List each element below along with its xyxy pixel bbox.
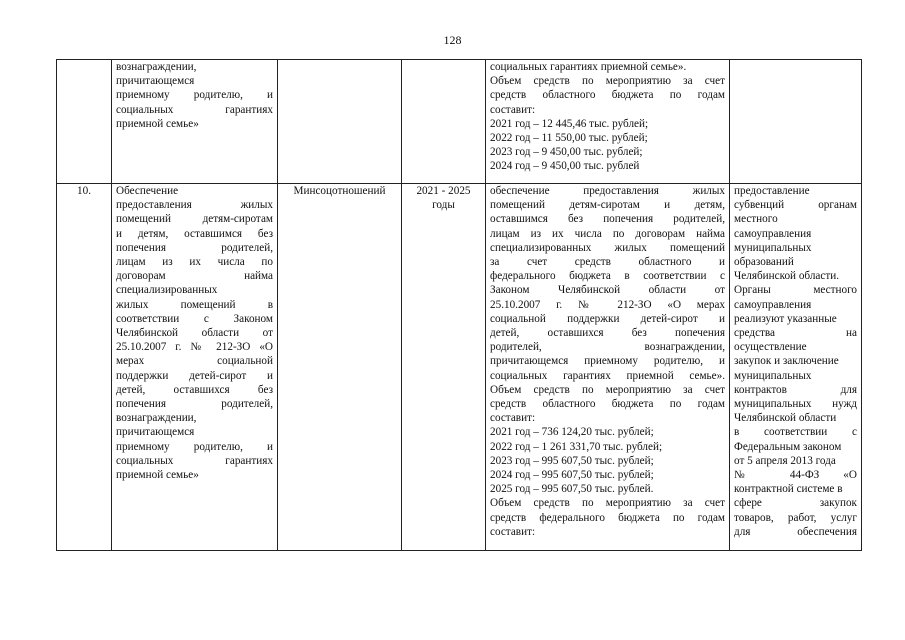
text-line: поддержки детей-сирот и (116, 369, 273, 382)
text-line: лицам из их числа по (116, 256, 273, 269)
text-line: Челябинской области от (116, 327, 273, 340)
text-line: Объем средств по мероприятию за счет (490, 383, 725, 396)
text-line: самоуправления (734, 298, 812, 311)
text-line: 25.10.2007 г. № 212-ЗО «О (116, 341, 273, 354)
text-line: муниципальных (734, 241, 812, 254)
cell-measure-name (112, 60, 278, 184)
text-line: помещений детям-сиротам и детям, (490, 199, 725, 212)
text-line: 25.10.2007 г. № 212-ЗО «О мерах (490, 298, 725, 311)
text-line: лицам из их числа по договорам найма (490, 227, 725, 240)
text-line: субвенций органам (734, 199, 857, 212)
text-line: 2022 год – 1 261 331,70 тыс. рублей; (490, 440, 663, 453)
text-line: 2022 год – 11 550,00 тыс. рублей; (490, 132, 648, 145)
text-line: самоуправления (734, 227, 812, 240)
text-line: федерального бюджета в соответствии с (490, 270, 725, 283)
text-line: составит: (490, 412, 536, 425)
text-line: 2023 год – 9 450,00 тыс. рублей; (490, 146, 643, 159)
text-line: Органы местного (734, 284, 857, 297)
text-line: договорам найма (116, 270, 273, 283)
text-line: средств областного бюджета по годам (490, 398, 725, 411)
text-line: в соответствии с (734, 426, 857, 439)
text-line: 2024 год – 9 450,00 тыс. рублей (490, 160, 640, 173)
text-line: образований (734, 256, 794, 269)
text-line: обеспечение предоставления жилых (490, 185, 725, 197)
cell-period (402, 60, 486, 184)
text-line: Объем средств по мероприятию за счет (490, 497, 725, 510)
text-line: составит: (490, 525, 536, 538)
text-line: оставшимся без попечения родителей, (490, 213, 725, 226)
text-line: социальных гарантиях приемной семье». (490, 61, 687, 73)
text-line: причитающемся (116, 426, 195, 439)
text-line: составит: (490, 103, 536, 116)
text-line: социальных гарантиях приемной семье». (490, 369, 725, 382)
text-line: закупок и заключение (734, 355, 839, 368)
cell-executor (278, 60, 402, 184)
text-line: родителей, вознаграждении, (490, 341, 725, 354)
cell-mechanism (730, 184, 862, 551)
text-line: 2025 год – 995 607,50 тыс. рублей. (490, 483, 654, 496)
cell-measure-name (112, 184, 278, 551)
text-line: жилых помещений в (116, 298, 273, 311)
text-line: средств областного бюджета по годам (490, 89, 725, 102)
text-line: помещений детям-сиротам (116, 213, 273, 226)
text-line: попечения родителей, (116, 398, 273, 411)
text-line: реализуют указанные (734, 312, 837, 325)
text-line: Обеспечение (116, 185, 179, 197)
text-line: для обеспечения (734, 525, 857, 538)
text-line: контрактной системе в (734, 483, 843, 496)
text-line: социальной поддержки детей-сирот и (490, 312, 725, 325)
text-line: средств федерального бюджета по годам (490, 511, 725, 524)
text-line: приемной семье» (116, 469, 199, 482)
text-line: сфере закупок (734, 497, 857, 510)
program-table (56, 59, 862, 551)
cell-content (486, 60, 730, 184)
text-line: вознаграждении, (116, 412, 197, 425)
text-line: средства на (734, 327, 857, 340)
text-line: и детям, оставшимся без (116, 227, 273, 240)
table-row (57, 60, 862, 184)
text-line: местного (734, 213, 778, 226)
text-line: № 44-ФЗ «О (734, 469, 857, 482)
period-line: годы (432, 199, 455, 212)
text-line: приемной семье» (116, 117, 199, 130)
period-line: 2021 - 2025 (416, 185, 471, 197)
text-line: социальных гарантиях (116, 454, 273, 467)
text-line: социальных гарантиях (116, 103, 273, 116)
text-line: Федеральным законом (734, 440, 842, 453)
text-line: причитающемся приемному родителю, и (490, 355, 725, 368)
text-line: муниципальных (734, 369, 812, 382)
text-line: Челябинской области (734, 412, 837, 425)
text-line: Челябинской области. (734, 270, 840, 283)
text-line: соответствии с Законом (116, 312, 273, 325)
cell-period (402, 184, 486, 551)
text-line: 2021 год – 736 124,20 тыс. рублей; (490, 426, 654, 439)
text-line: причитающемся (116, 75, 195, 88)
text-line: 2024 год – 995 607,50 тыс. рублей; (490, 469, 654, 482)
text-line: детей, оставшихся без попечения (490, 327, 725, 340)
text-line: мерах социальной (116, 355, 273, 368)
text-line: за счет средств областного и (490, 256, 725, 269)
cell-content (486, 184, 730, 551)
text-line: Объем средств по мероприятию за счет (490, 75, 725, 88)
cell-number: 10. (57, 184, 112, 551)
page-number: 128 (443, 33, 462, 47)
text-line: вознаграждении, (116, 61, 197, 73)
text-line: 2021 год – 12 445,46 тыс. рублей; (490, 117, 649, 130)
text-line: предоставления жилых (116, 199, 273, 212)
text-line: товаров, работ, услуг (734, 511, 857, 524)
table-row (57, 184, 862, 551)
text-line: муниципальных нужд (734, 398, 857, 411)
text-line: приемному родителю, и (116, 89, 273, 102)
text-line: специализированных жилых помещений (490, 241, 725, 254)
text-line: контрактов для (734, 383, 857, 396)
cell-executor: Минсоцотношений (278, 184, 402, 551)
text-line: детей, оставшихся без (116, 383, 273, 396)
cell-mechanism (730, 60, 862, 184)
text-line: осуществление (734, 341, 807, 354)
cell-number (57, 60, 112, 184)
text-line: от 5 апреля 2013 года (734, 454, 836, 467)
text-line: 2023 год – 995 607,50 тыс. рублей; (490, 454, 654, 467)
text-line: специализированных (116, 284, 218, 297)
text-line: предоставление (734, 185, 810, 197)
text-line: попечения родителей, (116, 241, 273, 254)
text-line: приемному родителю, и (116, 440, 273, 453)
text-line: Законом Челябинской области от (490, 284, 725, 297)
